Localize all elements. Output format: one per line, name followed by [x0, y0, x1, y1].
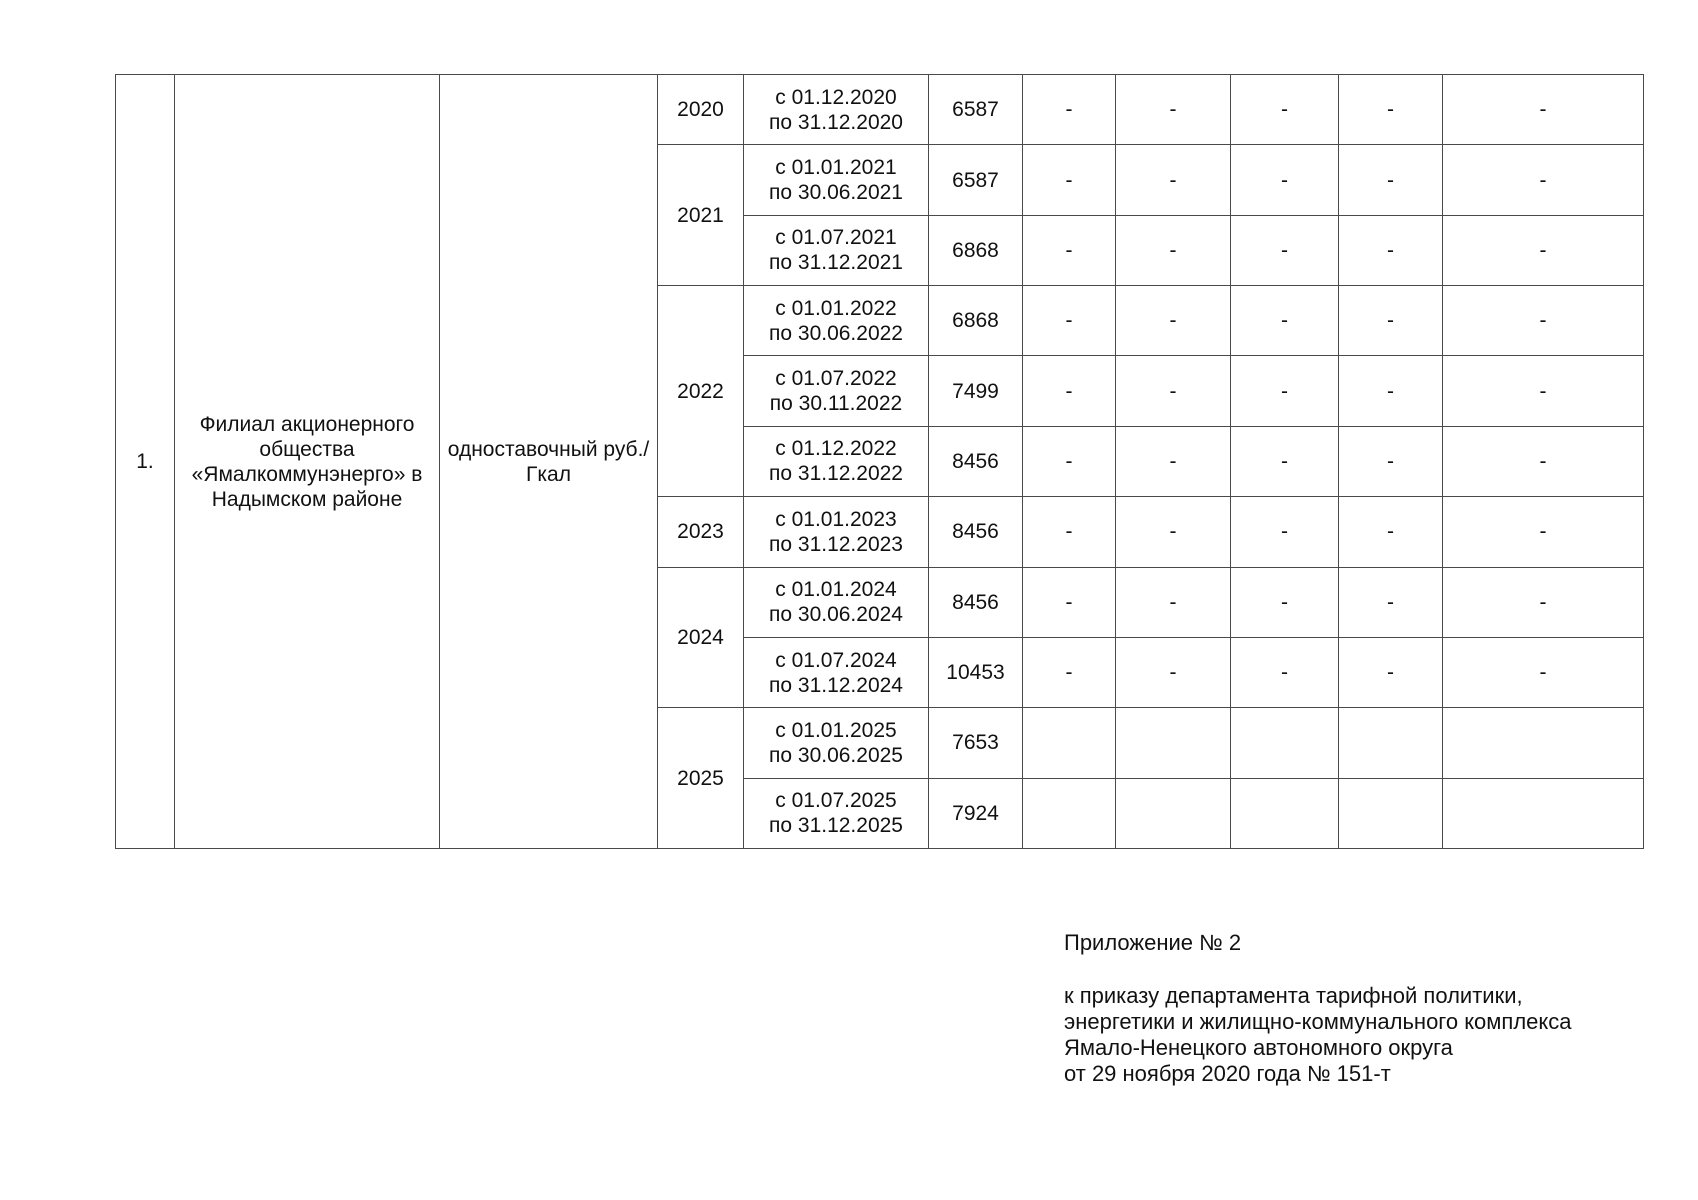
extra-value-cell: -: [1339, 145, 1443, 215]
extra-value-cell: -: [1023, 215, 1116, 285]
table-row: [116, 75, 1644, 145]
tariff-value-cell: 6587: [929, 75, 1023, 145]
tariff-value-cell: 7924: [929, 778, 1023, 848]
extra-value-cell: -: [1231, 75, 1339, 145]
extra-value-cell: [1231, 708, 1339, 778]
tariff-value-cell: 10453: [929, 637, 1023, 707]
extra-value-cell: [1116, 778, 1231, 848]
extra-value-cell: -: [1116, 497, 1231, 567]
extra-value-cell: -: [1116, 356, 1231, 426]
extra-value-cell: -: [1339, 497, 1443, 567]
period-to: по 30.06.2021: [769, 181, 903, 205]
period-to: по 30.06.2022: [769, 321, 903, 345]
period-cell: [744, 356, 929, 426]
extra-value-cell: -: [1443, 75, 1644, 145]
extra-value-cell: [1339, 708, 1443, 778]
extra-value-cell: -: [1443, 145, 1644, 215]
period-to: по 30.11.2022: [769, 392, 903, 416]
period-from: с 01.12.2020: [775, 85, 897, 109]
appendix-line: энергетики и жилищно-коммунального комплекса: [1064, 1009, 1572, 1034]
year-cell: 2025: [658, 708, 744, 849]
extra-value-cell: -: [1339, 286, 1443, 356]
extra-value-cell: -: [1339, 356, 1443, 426]
period-from: с 01.07.2021: [775, 226, 897, 250]
extra-value-cell: [1023, 708, 1116, 778]
extra-value-cell: -: [1231, 637, 1339, 707]
tariff-value-cell: 6587: [929, 145, 1023, 215]
period-from: с 01.01.2021: [775, 156, 897, 180]
year-cell: 2020: [658, 75, 744, 145]
period-to: по 30.06.2025: [769, 743, 903, 767]
extra-value-cell: [1023, 778, 1116, 848]
period-from: с 01.01.2024: [775, 578, 897, 602]
period-to: по 30.06.2024: [769, 603, 903, 627]
extra-value-cell: -: [1443, 356, 1644, 426]
appendix-title: Приложение № 2: [1064, 930, 1242, 955]
period-cell: [744, 286, 929, 356]
tariff-table-body: [116, 75, 1644, 849]
tariff-value-cell: 6868: [929, 215, 1023, 285]
period-from: с 01.12.2022: [775, 437, 897, 461]
tariff-value-cell: 8456: [929, 567, 1023, 637]
tariff-value-cell: 7499: [929, 356, 1023, 426]
extra-value-cell: [1231, 778, 1339, 848]
extra-value-cell: -: [1023, 356, 1116, 426]
appendix-line: Ямало-Ненецкого автономного округа: [1064, 1035, 1453, 1060]
tariff-value-cell: 8456: [929, 426, 1023, 496]
period-from: с 01.07.2025: [775, 789, 897, 813]
appendix-line: от 29 ноября 2020 года № 151-т: [1064, 1061, 1391, 1086]
extra-value-cell: -: [1023, 286, 1116, 356]
extra-value-cell: -: [1231, 356, 1339, 426]
extra-value-cell: -: [1339, 567, 1443, 637]
period-to: по 31.12.2024: [769, 673, 903, 697]
period-to: по 31.12.2020: [769, 110, 903, 134]
extra-value-cell: -: [1231, 567, 1339, 637]
period-to: по 31.12.2023: [769, 532, 903, 556]
appendix-block: [1064, 930, 1684, 1087]
tariff-value-cell: 8456: [929, 497, 1023, 567]
extra-value-cell: -: [1023, 426, 1116, 496]
period-to: по 31.12.2022: [769, 462, 903, 486]
appendix-line: к приказу департамента тарифной политики,: [1064, 983, 1523, 1008]
extra-value-cell: -: [1231, 426, 1339, 496]
extra-value-cell: -: [1116, 286, 1231, 356]
period-from: с 01.07.2024: [775, 648, 897, 672]
year-cell: 2023: [658, 497, 744, 567]
extra-value-cell: -: [1116, 145, 1231, 215]
extra-value-cell: -: [1443, 426, 1644, 496]
period-from: с 01.01.2022: [775, 296, 897, 320]
period-cell: [744, 708, 929, 778]
extra-value-cell: -: [1443, 497, 1644, 567]
period-cell: [744, 637, 929, 707]
extra-value-cell: -: [1339, 75, 1443, 145]
row-number-cell: 1.: [116, 75, 175, 849]
period-cell: [744, 75, 929, 145]
extra-value-cell: -: [1023, 75, 1116, 145]
extra-value-cell: -: [1443, 637, 1644, 707]
tariff-type-label: одноставочный руб./Гкал: [447, 437, 650, 486]
extra-value-cell: -: [1339, 637, 1443, 707]
extra-value-cell: [1116, 708, 1231, 778]
extra-value-cell: -: [1023, 637, 1116, 707]
year-cell: 2022: [658, 286, 744, 497]
tariff-type-cell: [440, 75, 658, 849]
extra-value-cell: -: [1339, 215, 1443, 285]
extra-value-cell: -: [1231, 145, 1339, 215]
extra-value-cell: -: [1023, 145, 1116, 215]
organization-name: Филиал акционерного общества «Ямалкоммунэнерго» в Надымском районе: [191, 412, 423, 511]
organization-cell: [175, 75, 440, 849]
period-to: по 31.12.2021: [769, 251, 903, 275]
extra-value-cell: [1339, 778, 1443, 848]
extra-value-cell: -: [1116, 567, 1231, 637]
period-cell: [744, 215, 929, 285]
extra-value-cell: -: [1443, 215, 1644, 285]
year-cell: 2021: [658, 145, 744, 286]
extra-value-cell: -: [1116, 75, 1231, 145]
extra-value-cell: -: [1023, 567, 1116, 637]
extra-value-cell: -: [1116, 426, 1231, 496]
extra-value-cell: -: [1023, 497, 1116, 567]
period-cell: [744, 497, 929, 567]
extra-value-cell: -: [1231, 215, 1339, 285]
period-cell: [744, 145, 929, 215]
extra-value-cell: -: [1443, 567, 1644, 637]
tariff-value-cell: 7653: [929, 708, 1023, 778]
extra-value-cell: -: [1116, 637, 1231, 707]
extra-value-cell: -: [1443, 286, 1644, 356]
period-cell: [744, 567, 929, 637]
extra-value-cell: -: [1231, 286, 1339, 356]
extra-value-cell: [1443, 708, 1644, 778]
extra-value-cell: [1443, 778, 1644, 848]
extra-value-cell: -: [1116, 215, 1231, 285]
period-cell: [744, 426, 929, 496]
period-from: с 01.01.2025: [775, 718, 897, 742]
extra-value-cell: -: [1231, 497, 1339, 567]
period-cell: [744, 778, 929, 848]
period-from: с 01.01.2023: [775, 507, 897, 531]
tariff-table: [115, 74, 1644, 849]
extra-value-cell: -: [1339, 426, 1443, 496]
year-cell: 2024: [658, 567, 744, 708]
tariff-value-cell: 6868: [929, 286, 1023, 356]
period-to: по 31.12.2025: [769, 814, 903, 838]
period-from: с 01.07.2022: [775, 367, 897, 391]
